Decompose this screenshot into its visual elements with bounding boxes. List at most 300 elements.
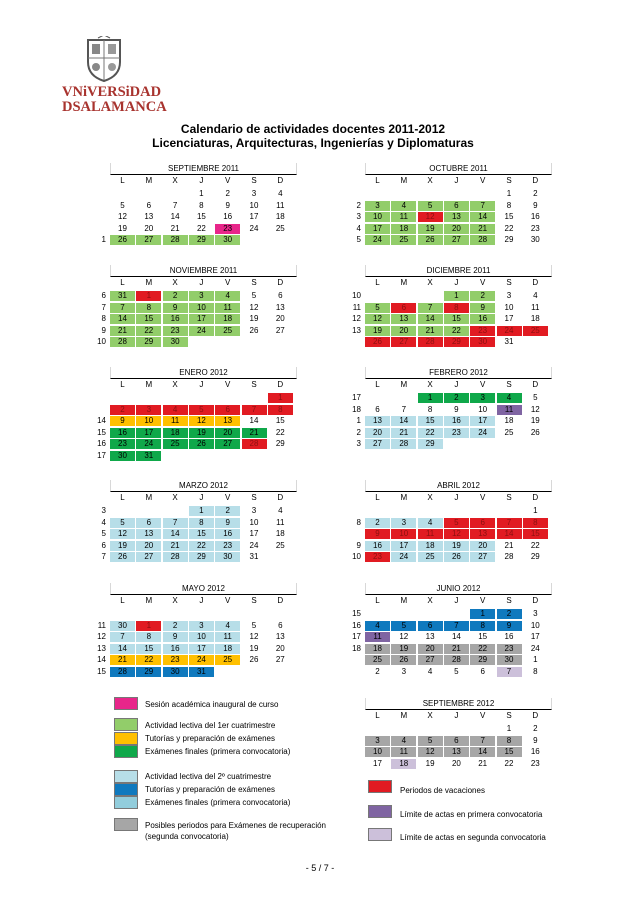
day-cell: 21	[110, 655, 135, 665]
week-number: 5	[101, 529, 106, 539]
day-cell: 20	[470, 541, 495, 551]
day-cell	[136, 393, 161, 403]
document-title	[120, 122, 506, 150]
day-cell: 17	[189, 314, 214, 324]
day-cell: 16	[223, 212, 233, 222]
day-header: S	[251, 176, 257, 185]
day-cell: 18	[530, 314, 540, 324]
day-cell: 19	[444, 541, 469, 551]
day-cell: 10	[189, 303, 214, 313]
day-cell: 5	[444, 518, 469, 528]
week-number: 6	[101, 540, 106, 550]
day-cell: 23	[530, 758, 540, 768]
day-cell: 31	[249, 552, 259, 562]
day-cell	[268, 235, 293, 245]
day-cell: 8	[497, 736, 522, 746]
day-cell: 5	[454, 667, 459, 676]
week-number: 15	[97, 667, 106, 676]
day-cell: 2	[375, 667, 380, 676]
legend-label: Actividad lectiva del 1er cuatrimestre	[145, 721, 276, 730]
day-cell	[215, 451, 240, 461]
day-cell: 3	[251, 506, 257, 515]
day-cell	[242, 235, 267, 245]
day-cell: 19	[189, 428, 214, 438]
legend-swatch	[114, 796, 138, 809]
title-line-2: Licenciaturas, Arquitecturas, Ingenierías y Diplomaturas	[152, 136, 474, 150]
day-cell: 3	[401, 667, 407, 676]
day-cell: 29	[189, 552, 214, 562]
day-cell: 1	[533, 506, 538, 515]
day-cell: 5	[110, 518, 135, 528]
day-cell: 20	[144, 223, 154, 233]
day-cell: 6	[215, 405, 240, 415]
week-number: 16	[352, 620, 361, 630]
month-title: OCTUBRE 2011	[365, 163, 552, 175]
day-cell: 6	[375, 404, 380, 414]
day-cell: 25	[275, 223, 285, 233]
day-cell	[470, 724, 495, 734]
day-cell: 15	[444, 314, 469, 324]
day-cell: 25	[504, 427, 514, 437]
day-header: M	[145, 380, 153, 389]
day-cell: 7	[110, 632, 135, 642]
day-cell: 23	[215, 224, 240, 234]
day-cell: 15	[478, 632, 488, 642]
day-cell	[444, 506, 469, 516]
day-cell: 21	[504, 540, 514, 550]
legend-label: Actividad lectiva del 2º cuatrimestre	[145, 772, 272, 781]
day-cell: 2	[365, 518, 390, 528]
day-cell: 26	[365, 337, 390, 347]
day-cell	[268, 337, 293, 347]
day-cell	[391, 506, 416, 516]
day-cell: 14	[470, 747, 495, 757]
day-header: J	[454, 711, 459, 720]
day-header: V	[480, 711, 486, 720]
day-cell: 27	[215, 439, 240, 449]
day-cell: 25	[418, 552, 443, 562]
day-cell	[391, 609, 416, 619]
day-cell: 18	[215, 314, 240, 324]
day-cell: 7	[470, 736, 495, 746]
day-cell: 5	[189, 405, 214, 415]
day-cell: 22	[196, 223, 206, 233]
day-cell: 19	[530, 416, 540, 426]
day-cell: 28	[110, 337, 135, 347]
day-cell: 8	[444, 303, 469, 313]
day-header: J	[199, 380, 204, 389]
day-cell: 28	[470, 235, 495, 245]
day-cell: 6	[470, 518, 495, 528]
day-cell	[242, 451, 267, 461]
day-cell: 15	[189, 529, 214, 539]
day-header: D	[532, 176, 539, 185]
day-cell: 30	[215, 235, 240, 245]
day-cell: 14	[391, 416, 416, 426]
day-cell: 14	[470, 212, 495, 222]
day-header: S	[251, 493, 257, 502]
month-title: JUNIO 2012	[365, 583, 552, 595]
day-cell	[497, 439, 522, 449]
day-cell: 10	[249, 200, 259, 210]
day-header: V	[480, 380, 486, 389]
day-header: X	[172, 493, 178, 502]
day-header: J	[199, 176, 204, 185]
week-number: 16	[97, 439, 106, 449]
day-cell: 3	[391, 518, 416, 528]
week-number: 15	[352, 609, 361, 618]
day-cell: 13	[444, 747, 469, 757]
day-cell: 13	[144, 212, 154, 222]
legend-label: (segunda convocatoria)	[145, 832, 229, 841]
day-cell	[242, 667, 267, 677]
day-cell: 3	[365, 201, 390, 211]
day-cell: 3	[189, 291, 214, 301]
day-cell: 9	[225, 200, 230, 210]
day-header: X	[427, 711, 433, 720]
day-cell: 10	[365, 212, 390, 222]
day-cell: 5	[365, 303, 390, 313]
day-cell: 29	[444, 337, 469, 347]
day-header: S	[506, 278, 512, 287]
day-cell: 26	[418, 235, 443, 245]
day-cell: 1	[533, 655, 538, 665]
day-cell	[391, 189, 416, 199]
day-header: D	[532, 596, 539, 605]
day-cell: 5	[120, 200, 125, 210]
day-cell: 27	[444, 235, 469, 245]
legend-swatch	[114, 770, 138, 783]
day-cell: 28	[391, 439, 416, 449]
day-cell: 11	[391, 747, 416, 757]
day-cell	[189, 609, 214, 619]
day-cell: 17	[391, 541, 416, 551]
day-header: X	[427, 493, 433, 502]
day-cell: 3	[506, 291, 512, 300]
day-cell: 30	[163, 337, 188, 347]
day-cell: 24	[497, 326, 522, 336]
day-header: V	[480, 176, 486, 185]
day-cell: 28	[163, 552, 188, 562]
day-cell: 12	[365, 314, 390, 324]
day-cell: 11	[391, 212, 416, 222]
day-cell: 19	[249, 643, 259, 653]
day-cell: 6	[146, 200, 152, 210]
day-cell: 5	[391, 621, 416, 631]
day-cell: 17	[249, 529, 259, 539]
day-cell: 29	[189, 235, 214, 245]
day-cell: 23	[163, 326, 188, 336]
day-header: L	[120, 278, 125, 287]
day-header: S	[506, 493, 512, 502]
day-cell: 1	[136, 621, 161, 631]
day-cell: 10	[391, 529, 416, 539]
day-cell: 20	[365, 428, 390, 438]
week-number: 11	[352, 302, 361, 312]
day-cell: 9	[454, 404, 459, 414]
day-header: D	[277, 493, 284, 502]
day-cell: 30	[110, 451, 135, 461]
day-cell: 9	[365, 529, 390, 539]
day-cell: 21	[418, 326, 443, 336]
day-cell: 8	[506, 200, 512, 210]
day-header: M	[145, 596, 153, 605]
day-cell	[215, 393, 240, 403]
week-number: 17	[352, 393, 361, 402]
month-title: ABRIL 2012	[365, 480, 552, 492]
week-number: 15	[97, 427, 106, 437]
legend-label: Tutorías y preparación de exámenes	[145, 785, 275, 794]
day-cell: 20	[275, 643, 285, 653]
day-cell: 2	[533, 189, 538, 198]
week-number: 8	[101, 314, 106, 324]
week-number: 5	[356, 235, 361, 245]
day-cell: 20	[451, 758, 461, 768]
day-cell: 8	[136, 303, 161, 313]
day-cell: 22	[504, 223, 514, 233]
week-number: 9	[101, 325, 106, 335]
day-cell: 22	[275, 427, 285, 437]
day-cell: 5	[418, 201, 443, 211]
day-cell: 18	[365, 644, 390, 654]
week-number: 7	[101, 552, 106, 562]
day-cell	[497, 506, 522, 516]
day-cell: 13	[275, 632, 285, 642]
week-number: 7	[101, 302, 106, 312]
day-cell: 2	[110, 405, 135, 415]
day-cell: 8	[533, 667, 538, 676]
week-number: 13	[352, 325, 361, 335]
day-cell: 14	[451, 632, 461, 642]
day-cell: 4	[533, 291, 538, 300]
week-number: 10	[352, 291, 361, 300]
week-number: 10	[97, 337, 106, 347]
day-cell	[242, 337, 267, 347]
day-cell: 12	[189, 416, 214, 426]
day-cell	[215, 337, 240, 347]
day-cell: 17	[530, 632, 540, 642]
day-cell: 2	[497, 609, 522, 619]
day-cell: 2	[533, 724, 538, 733]
day-cell	[189, 393, 214, 403]
day-cell: 23	[497, 644, 522, 654]
day-cell: 29	[470, 655, 495, 665]
day-cell: 14	[418, 314, 443, 324]
day-cell: 7	[470, 201, 495, 211]
day-cell: 2	[163, 291, 188, 301]
day-cell: 23	[110, 439, 135, 449]
day-cell: 17	[189, 644, 214, 654]
month-title: DICIEMBRE 2011	[365, 265, 552, 277]
day-header: S	[506, 380, 512, 389]
week-number: 3	[356, 439, 361, 449]
day-cell: 28	[110, 667, 135, 677]
day-cell: 31	[504, 337, 514, 347]
day-cell: 10	[189, 632, 214, 642]
week-number: 11	[97, 620, 106, 630]
day-cell: 21	[444, 644, 469, 654]
legend-label: Posibles periodos para Exámenes de recuperación	[145, 821, 326, 830]
day-cell: 28	[444, 655, 469, 665]
legend-label: Tutorías y preparación de exámenes	[145, 734, 275, 743]
day-cell	[242, 609, 267, 619]
day-cell: 4	[278, 189, 283, 198]
day-cell	[189, 451, 214, 461]
day-cell: 18	[275, 212, 285, 222]
day-cell: 18	[215, 644, 240, 654]
legend-swatch	[114, 783, 138, 796]
day-cell: 17	[470, 416, 495, 426]
legend-swatch	[114, 732, 138, 745]
legend-swatch	[114, 697, 138, 710]
legend-label: Periodos de vacaciones	[400, 786, 485, 795]
day-cell: 10	[136, 416, 161, 426]
day-cell: 12	[418, 212, 443, 222]
month-title: SEPTIEMBRE 2012	[365, 698, 552, 710]
day-cell: 13	[444, 212, 469, 222]
day-header: J	[199, 278, 204, 287]
day-cell: 7	[418, 303, 443, 313]
day-cell: 16	[470, 314, 495, 324]
day-cell: 30	[470, 337, 495, 347]
legend-label: Exámenes finales (primera convocatoria)	[145, 747, 291, 756]
day-cell: 27	[391, 337, 416, 347]
university-logo	[62, 36, 167, 115]
legend-swatch	[114, 718, 138, 731]
day-cell: 31	[136, 451, 161, 461]
day-header: L	[120, 596, 125, 605]
day-header: D	[277, 596, 284, 605]
day-cell	[365, 291, 390, 301]
day-cell: 31	[110, 291, 135, 301]
day-cell	[136, 506, 161, 516]
day-cell: 17	[504, 314, 514, 324]
day-cell: 11	[365, 632, 390, 642]
day-header: M	[400, 711, 408, 720]
day-cell: 12	[249, 302, 259, 312]
day-cell: 6	[480, 667, 485, 676]
day-header: J	[454, 493, 459, 502]
day-header: L	[120, 176, 125, 185]
day-cell	[268, 451, 293, 461]
day-cell: 25	[523, 326, 548, 336]
day-cell: 18	[391, 224, 416, 234]
month-title: SEPTIEMBRE 2011	[110, 163, 297, 175]
day-cell: 1	[506, 724, 512, 733]
day-cell: 5	[251, 620, 257, 630]
day-cell: 12	[444, 529, 469, 539]
crest-icon	[84, 36, 124, 82]
day-cell: 19	[365, 326, 390, 336]
day-header: M	[145, 176, 153, 185]
legend-swatch	[368, 828, 392, 841]
day-cell: 26	[391, 655, 416, 665]
day-cell: 6	[278, 291, 283, 300]
day-cell: 19	[418, 224, 443, 234]
day-cell: 8	[427, 404, 433, 414]
day-cell: 7	[242, 405, 267, 415]
day-cell: 11	[215, 303, 240, 313]
day-cell: 12	[110, 529, 135, 539]
day-cell: 11	[276, 200, 285, 210]
day-cell: 21	[470, 224, 495, 234]
day-cell: 8	[268, 405, 293, 415]
day-cell: 10	[478, 404, 488, 414]
day-header: L	[120, 493, 125, 502]
day-cell: 22	[189, 541, 214, 551]
day-cell	[470, 439, 495, 449]
day-header: M	[400, 493, 408, 502]
day-cell: 16	[444, 416, 469, 426]
day-cell	[523, 439, 548, 449]
day-cell	[110, 506, 135, 516]
day-cell: 8	[523, 518, 548, 528]
day-cell: 2	[163, 621, 188, 631]
day-header: M	[400, 596, 408, 605]
day-cell: 21	[110, 326, 135, 336]
day-cell: 6	[444, 201, 469, 211]
day-cell	[365, 393, 390, 403]
day-header: M	[145, 278, 153, 287]
day-cell	[136, 189, 161, 199]
day-cell: 11	[215, 632, 240, 642]
legend-label: Límite de actas en segunda convocatoria	[400, 833, 546, 842]
day-cell: 26	[110, 552, 135, 562]
day-cell: 5	[418, 736, 443, 746]
day-cell: 26	[249, 325, 259, 335]
day-cell: 1	[136, 291, 161, 301]
day-cell: 23	[444, 428, 469, 438]
day-cell: 26	[110, 235, 135, 245]
day-cell: 25	[365, 655, 390, 665]
legend-label: Sesión académica inaugural de curso	[145, 700, 279, 709]
month-title: FEBRERO 2012	[365, 367, 552, 379]
day-cell: 27	[275, 325, 285, 335]
day-cell: 8	[470, 621, 495, 631]
day-header: V	[480, 596, 486, 605]
day-cell: 10	[530, 620, 540, 630]
day-cell	[110, 189, 135, 199]
day-cell: 10	[365, 747, 390, 757]
day-cell: 24	[189, 326, 214, 336]
day-cell	[418, 189, 443, 199]
day-cell: 4	[418, 518, 443, 528]
day-cell: 22	[136, 655, 161, 665]
day-cell: 20	[275, 314, 285, 324]
day-cell: 3	[251, 189, 257, 198]
day-header: V	[225, 278, 231, 287]
day-header: D	[532, 278, 539, 287]
day-cell: 18	[275, 529, 285, 539]
day-cell	[215, 667, 240, 677]
week-number: 3	[356, 212, 361, 222]
day-cell: 20	[136, 541, 161, 551]
week-number: 2	[356, 427, 361, 437]
week-number: 2	[356, 200, 361, 210]
week-number: 1	[356, 416, 361, 426]
week-number: 6	[101, 291, 106, 300]
day-cell	[444, 609, 469, 619]
day-cell	[136, 609, 161, 619]
day-cell: 15	[136, 314, 161, 324]
day-cell	[444, 189, 469, 199]
day-cell: 15	[136, 644, 161, 654]
day-cell: 4	[163, 405, 188, 415]
day-cell	[418, 724, 443, 734]
day-cell: 23	[530, 223, 540, 233]
day-cell: 12	[399, 632, 409, 642]
day-cell: 15	[497, 747, 522, 757]
